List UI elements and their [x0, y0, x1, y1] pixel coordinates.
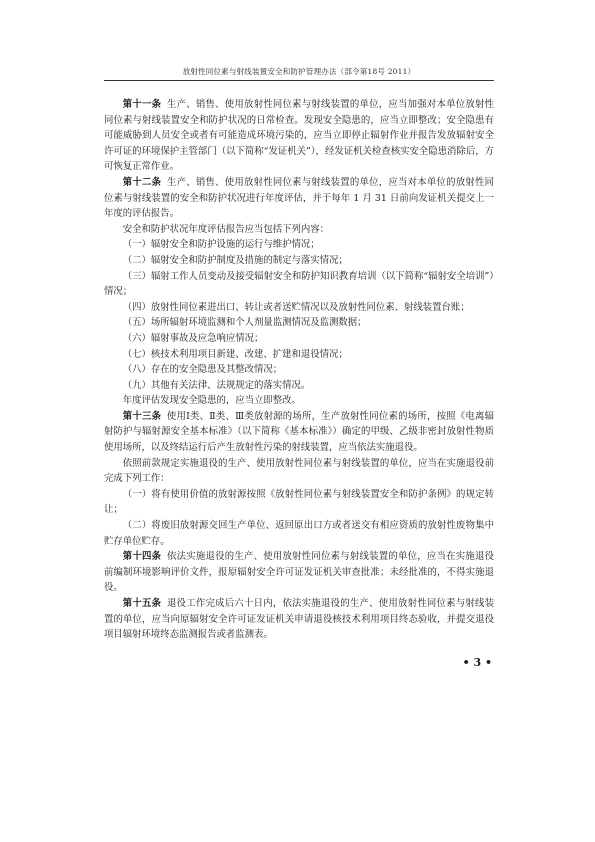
- article-text: 退役工作完成后六十日内，依法实施退役的生产、使用放射性同位素与射线装置的单位，应当向原辐射安全许可证发证机关申请退役核技术利用项目终态验收，并提交退役项目辐射环境终态监测报告或者监测表。: [104, 598, 494, 641]
- article-12: [104, 175, 494, 222]
- header-rule: [104, 80, 494, 81]
- article-text: 依法实施退役的生产、使用放射性同位素与射线装置的单位，应当在实施退役前编制环境影响评价文件，报原辐射安全许可证发证机关审查批准；未经批准的，不得实施退役。: [104, 551, 494, 594]
- list-item: （二）将废旧放射源交回生产单位、返回原出口方或者送交有相应资质的放射性废物集中贮存单位贮存。: [104, 520, 494, 547]
- list-item: （九）其他有关法律、法规规定的落实情况。: [122, 379, 311, 391]
- list-item: （五）场所辐射环境监测和个人剂量监测情况及监测数据；: [122, 317, 367, 329]
- article-number: 第十四条: [122, 551, 162, 563]
- article-text: 生产、销售、使用放射性同位素与射线装置的单位，应当对本单位的放射性同位素与射线装置的安全和防护状况进行年度评估，并于每年 1 月 31 日前向发证机关提交上一年度的评估报告。: [104, 176, 494, 220]
- document-body: [104, 97, 494, 643]
- article-number: 第十一条: [122, 99, 162, 110]
- article-14: [104, 549, 494, 596]
- paragraph: 依照前款规定实施退役的生产、使用放射性同位素与射线装置的单位，应当在实施退役前完成下列工作：: [104, 457, 494, 485]
- article-text: 使用Ⅰ类、Ⅱ类、Ⅲ类放射源的场所，生产放射性同位素的场所，按照《电离辐射防护与辐射源安全基本标准》（以下简称《基本标准》）确定的甲级、乙级非密封放射性物质使用场所，以及终结运行后产生放射性污染的射线装置，应当依法实施退役。: [104, 410, 494, 454]
- article-11: [104, 97, 494, 175]
- article-number: 第十二条: [122, 176, 162, 188]
- page-number: • 3 •: [462, 656, 492, 669]
- list-item: （二）辐射安全和防护制度及措施的制定与落实情况；: [122, 254, 348, 266]
- article-15: [104, 596, 494, 643]
- list-item: （六）辐射事故及应急响应情况；: [122, 332, 264, 344]
- article-number: 第十五条: [122, 598, 162, 609]
- article-text: 生产、销售、使用放射性同位素与射线装置的单位，应当加强对本单位放射性同位素与射线装置安全和防护状况的日常检查。发现安全隐患的，应当立即整改；安全隐患有可能威胁到人员安全或者有可能造成环境污染的，应当立即停止辐射作业并报告发放辐射安全许可证的环境保护主管部门（以下简称“发证机关”），经发证机关检查核实安全隐患消除后，方可恢复正常作业。: [104, 99, 494, 173]
- list-item: （一）将有使用价值的放射源按照《放射性同位素与射线装置安全和防护条例》的规定转让；: [104, 488, 494, 516]
- list-item: （三）辐射工作人员变动及接受辐射安全和防护知识教育培训（以下简称“辐射安全培训”）情况；: [104, 270, 494, 298]
- article-13: [104, 409, 494, 456]
- paragraph: 安全和防护状况年度评估报告应当包括下列内容：: [122, 223, 330, 235]
- running-header: 放射性同位素与射线装置安全和防护管理办法（部令第18号 2011）: [182, 67, 416, 76]
- list-item: （一）辐射安全和防护设施的运行与维护情况；: [122, 239, 320, 251]
- article-number: 第十三条: [122, 410, 162, 422]
- list-item: （七）核技术利用项目新建、改建、扩建和退役情况；: [122, 348, 348, 360]
- paragraph: 年度评估发现安全隐患的，应当立即整改。: [122, 395, 301, 407]
- list-item: （八）存在的安全隐患及其整改情况；: [122, 364, 283, 376]
- list-item: （四）放射性同位素进出口、转让或者送贮情况以及放射性同位素、射线装置台账；: [122, 301, 470, 313]
